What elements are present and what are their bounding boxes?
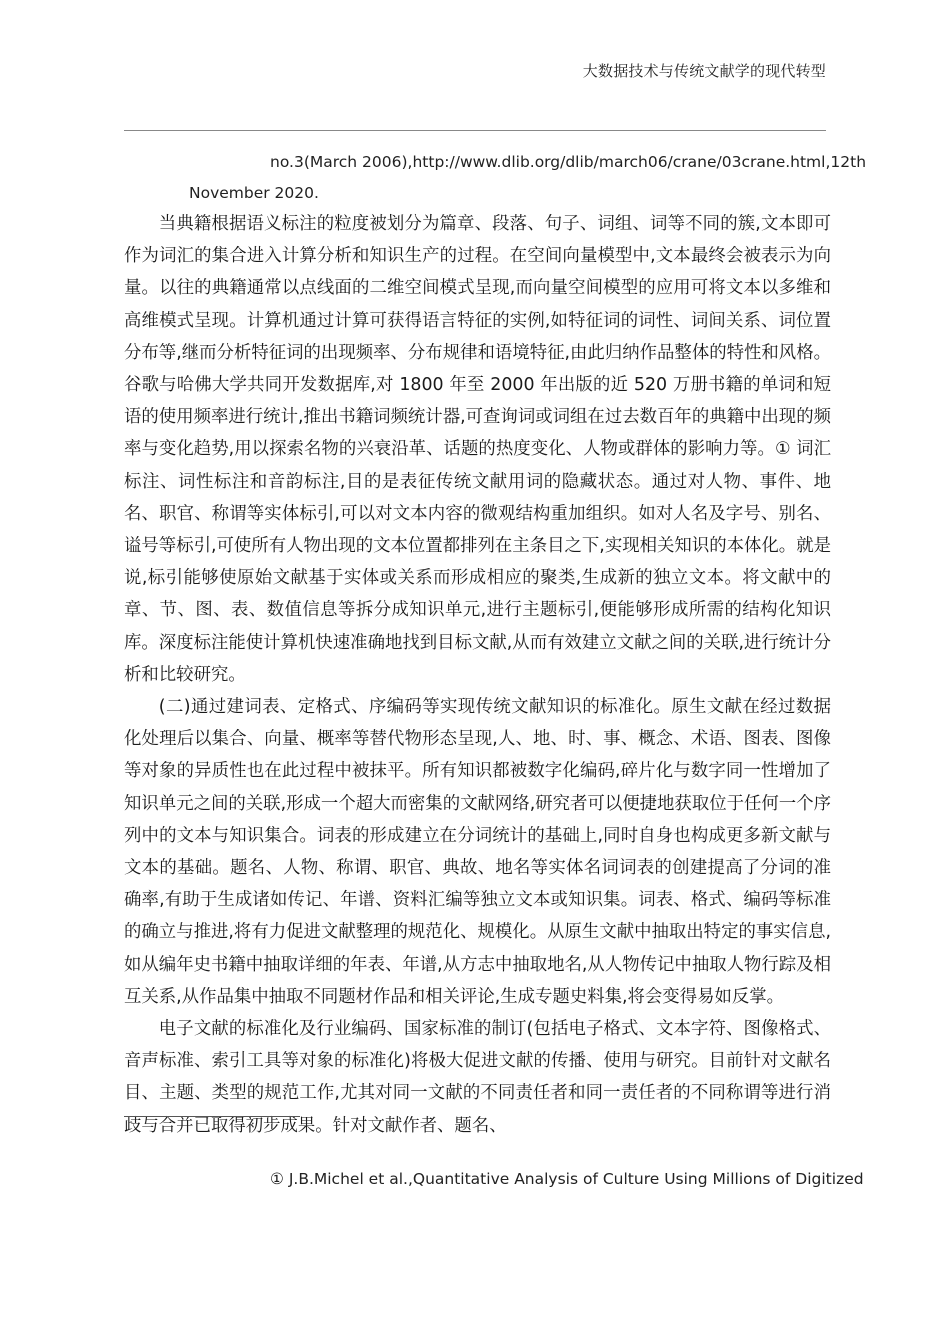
header-divider [124, 130, 826, 131]
footnote-1: ① J.B.Michel et al.,Quantitative Analysis of Culture Using Millions of Digitized [270, 1170, 864, 1188]
running-header: 大数据技术与传统文献学的现代转型 [582, 62, 826, 80]
footnote-divider [124, 1116, 300, 1117]
body-text [124, 208, 831, 1142]
paragraph-3: 电子文献的标准化及行业编码、国家标准的制订(包括电子格式、文本字符、图像格式、音声标准、索引工具等对象的标准化)将极大促进文献的传播、使用与研究。目前针对文献名目、主题、类型的规范工作,尤其对同一文献的不同责任者和同一责任者的不同称谓等进行消歧与合并已取得初步成果。针对文献作者、题名、 [124, 1019, 831, 1136]
continued-footnote-line-2: November 2020. [189, 184, 319, 202]
paragraph-1: 当典籍根据语义标注的粒度被划分为篇章、段落、句子、词组、词等不同的簇,文本即可作为词汇的集合进入计算分析和知识生产的过程。在空间向量模型中,文本最终会被表示为向量。以往的典籍通常以点线面的二维空间模式呈现,而向量空间模型的应用可将文本以多维和高维模式呈现。计算机通过计算可获得语言特征的实例,如特征词的词性、词间关系、词位置分布等,继而分析特征词的出现频率、分布规律和语境特征,由此归纳作品整体的特性和风格。谷歌与哈佛大学共同开发数据库,对 1800 年至 2000 年出版的近 520 万册书籍的单词和短语的使用频率进行统计,推出书籍词频统计器,可查询词或词组在过去数百年的典籍中出现的频率与变化趋势,用以探索名物的兴衰沿革、话题的热度变化、人物或群体的影响力等。① 词汇标注、词性标注和音韵标注,目的是表征传统文献用词的隐藏状态。通过对人物、事件、地名、职官、称谓等实体标引,可以对文本内容的微观结构重加组织。如对人名及字号、别名、谥号等标引,可使所有人物出现的文本位置都排列在主条目之下,实现相关知识的本体化。就是说,标引能够使原始文献基于实体或关系而形成相应的聚类,生成新的独立文本。将文献中的章、节、图、表、数值信息等拆分成知识单元,进行主题标引,便能够形成所需的结构化知识库。深度标注能使计算机快速准确地找到目标文献,从而有效建立文献之间的关联,进行统计分析和比较研究。 [124, 214, 831, 685]
continued-footnote-line-1: no.3(March 2006),http://www.dlib.org/dlib/march06/crane/03crane.html,12th [270, 153, 867, 171]
paragraph-2: (二)通过建词表、定格式、序编码等实现传统文献知识的标准化。原生文献在经过数据化处理后以集合、向量、概率等替代物形态呈现,人、地、时、事、概念、术语、图表、图像等对象的异质性也在此过程中被抹平。所有知识都被数字化编码,碎片化与数字同一性增加了知识单元之间的关联,形成一个超大而密集的文献网络,研究者可以便捷地获取位于任何一个序列中的文本与知识集合。词表的形成建立在分词统计的基础上,同时自身也构成更多新文献与文本的基础。题名、人物、称谓、职官、典故、地名等实体名词词表的创建提高了分词的准确率,有助于生成诸如传记、年谱、资料汇编等独立文本或知识集。词表、格式、编码等标准的确立与推进,将有力促进文献整理的规范化、规模化。从原生文献中抽取出特定的事实信息,如从编年史书籍中抽取详细的年表、年谱,从方志中抽取地名,从人物传记中抽取人物行踪及相互关系,从作品集中抽取不同题材作品和相关评论,生成专题史料集,将会变得易如反掌。 [124, 697, 831, 1007]
